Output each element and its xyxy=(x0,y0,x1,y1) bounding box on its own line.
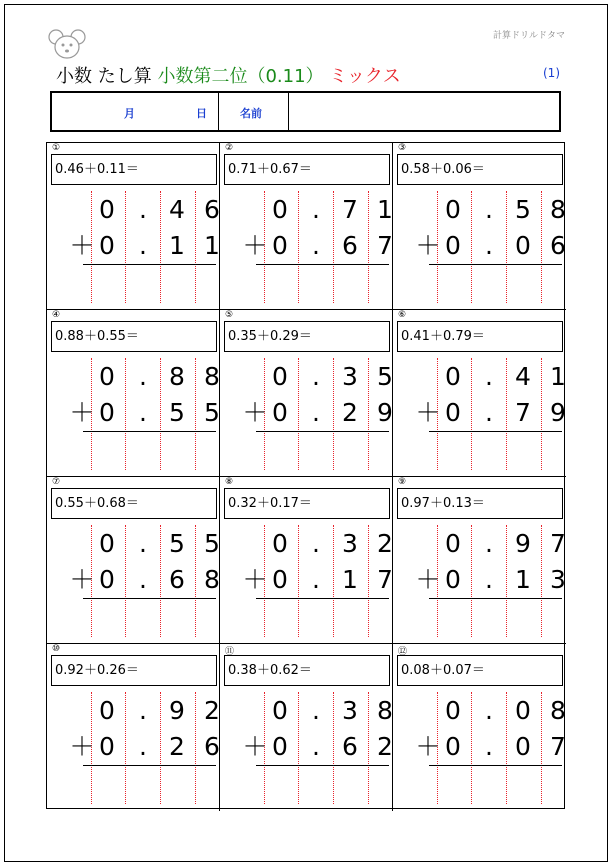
guide-line xyxy=(506,692,507,804)
digit: 5 xyxy=(169,529,185,558)
digit: ＋ xyxy=(415,398,441,427)
digit: 0 xyxy=(515,696,531,725)
equation-box: 0.92＋0.26＝ xyxy=(51,655,217,686)
problem-number: ⑤ xyxy=(225,310,234,320)
digit: . xyxy=(312,231,320,260)
problem-number: ⑨ xyxy=(398,477,407,487)
digit: 5 xyxy=(515,195,531,224)
problem-number: ④ xyxy=(52,310,61,320)
digit: 6 xyxy=(204,195,220,224)
guide-line xyxy=(195,525,196,637)
digit: 2 xyxy=(377,529,393,558)
sum-line xyxy=(256,765,389,766)
problem-number: ⑥ xyxy=(398,310,407,320)
digit: 7 xyxy=(377,565,393,594)
problem-cell xyxy=(47,477,220,644)
guide-line xyxy=(471,692,472,804)
problem-cell xyxy=(393,477,566,644)
problem-number: ① xyxy=(52,143,61,153)
name-label: 名前 xyxy=(240,107,262,120)
digit: ＋ xyxy=(415,231,441,260)
digit: . xyxy=(312,398,320,427)
info-box xyxy=(50,91,561,132)
problem-number: ⑩ xyxy=(52,644,61,654)
title-part-3: ミックス xyxy=(329,66,401,87)
digit: ＋ xyxy=(242,565,268,594)
guide-line xyxy=(298,525,299,637)
digit: 0 xyxy=(445,565,461,594)
digit: . xyxy=(485,696,493,725)
digit: . xyxy=(139,696,147,725)
digit: ＋ xyxy=(415,732,441,761)
problem-cell xyxy=(47,143,220,310)
digit: 0 xyxy=(99,195,115,224)
guide-line xyxy=(125,692,126,804)
digit: 5 xyxy=(204,529,220,558)
digit: ＋ xyxy=(242,398,268,427)
guide-line xyxy=(368,692,369,804)
digit: . xyxy=(312,732,320,761)
guide-line xyxy=(125,525,126,637)
digit: 3 xyxy=(342,362,358,391)
guide-line xyxy=(471,525,472,637)
guide-line xyxy=(125,191,126,303)
digit: 2 xyxy=(204,696,220,725)
digit: ＋ xyxy=(69,398,95,427)
guide-line xyxy=(195,692,196,804)
digit: 0 xyxy=(99,696,115,725)
month-label: 月 xyxy=(124,107,135,120)
digit: 5 xyxy=(377,362,393,391)
guide-line xyxy=(333,525,334,637)
problem-cell xyxy=(47,644,220,811)
digit: ＋ xyxy=(69,231,95,260)
digit: . xyxy=(139,231,147,260)
digit: 0 xyxy=(99,398,115,427)
problem-number: ⑪ xyxy=(225,647,235,657)
problem-number: ⑦ xyxy=(52,477,61,487)
guide-line xyxy=(368,191,369,303)
problem-cell xyxy=(220,143,393,310)
guide-line xyxy=(160,191,161,303)
sum-line xyxy=(83,598,216,599)
guide-line xyxy=(195,358,196,470)
equation-box: 0.88＋0.55＝ xyxy=(51,321,217,352)
problem-cell xyxy=(47,310,220,477)
digit: 1 xyxy=(515,565,531,594)
sum-line xyxy=(83,431,216,432)
digit: 9 xyxy=(377,398,393,427)
guide-line xyxy=(333,692,334,804)
guide-line xyxy=(506,191,507,303)
sum-line xyxy=(83,765,216,766)
digit: . xyxy=(485,732,493,761)
digit: 1 xyxy=(377,195,393,224)
guide-line xyxy=(333,191,334,303)
digit: 0 xyxy=(272,195,288,224)
digit: 2 xyxy=(169,732,185,761)
guide-line xyxy=(541,191,542,303)
equation-box: 0.38＋0.62＝ xyxy=(224,655,390,686)
guide-line xyxy=(541,358,542,470)
digit: . xyxy=(485,565,493,594)
equation-box: 0.41＋0.79＝ xyxy=(397,321,563,352)
equation-box: 0.58＋0.06＝ xyxy=(397,154,563,185)
title-part-1: 小数 たし算 xyxy=(56,66,152,87)
digit: 6 xyxy=(550,231,566,260)
digit: . xyxy=(485,195,493,224)
day-label: 日 xyxy=(196,107,207,120)
digit: 0 xyxy=(272,732,288,761)
digit: 9 xyxy=(515,529,531,558)
guide-line xyxy=(298,692,299,804)
problem-cell xyxy=(220,644,393,811)
problem-number: ⑫ xyxy=(398,647,408,657)
info-divider xyxy=(288,93,289,130)
digit: 0 xyxy=(445,231,461,260)
digit: 8 xyxy=(204,362,220,391)
guide-line xyxy=(160,525,161,637)
digit: 5 xyxy=(169,398,185,427)
sum-line xyxy=(429,264,562,265)
guide-line xyxy=(471,358,472,470)
problem-number: ② xyxy=(225,143,234,153)
guide-line xyxy=(368,358,369,470)
digit: 0 xyxy=(99,231,115,260)
digit: 7 xyxy=(550,732,566,761)
problem-cell xyxy=(393,310,566,477)
digit: . xyxy=(312,696,320,725)
digit: 0 xyxy=(515,732,531,761)
digit: 0 xyxy=(445,529,461,558)
digit: 7 xyxy=(342,195,358,224)
guide-line xyxy=(333,358,334,470)
digit: . xyxy=(485,362,493,391)
problem-cell xyxy=(220,477,393,644)
digit: 0 xyxy=(445,362,461,391)
digit: 9 xyxy=(169,696,185,725)
digit: 0 xyxy=(272,231,288,260)
digit: 9 xyxy=(550,398,566,427)
digit: 7 xyxy=(377,231,393,260)
digit: 8 xyxy=(204,565,220,594)
digit: 3 xyxy=(342,529,358,558)
problem-cell xyxy=(393,143,566,310)
sum-line xyxy=(429,598,562,599)
digit: . xyxy=(312,565,320,594)
page-title xyxy=(56,62,401,88)
digit: . xyxy=(312,195,320,224)
info-divider xyxy=(218,93,219,130)
problem-number: ③ xyxy=(398,143,407,153)
digit: 0 xyxy=(445,732,461,761)
guide-line xyxy=(125,358,126,470)
digit: ＋ xyxy=(69,732,95,761)
digit: 8 xyxy=(169,362,185,391)
digit: . xyxy=(485,231,493,260)
digit: 2 xyxy=(377,732,393,761)
digit: ＋ xyxy=(415,565,441,594)
digit: 7 xyxy=(550,529,566,558)
sum-line xyxy=(429,431,562,432)
digit: . xyxy=(312,529,320,558)
digit: 7 xyxy=(515,398,531,427)
problem-grid xyxy=(46,142,565,809)
digit: . xyxy=(485,529,493,558)
digit: 2 xyxy=(342,398,358,427)
equation-box: 0.35＋0.29＝ xyxy=(224,321,390,352)
equation-box: 0.08＋0.07＝ xyxy=(397,655,563,686)
digit: 3 xyxy=(550,565,566,594)
digit: . xyxy=(139,195,147,224)
digit: ＋ xyxy=(242,732,268,761)
sheet-number: (1) xyxy=(543,66,560,80)
digit: 6 xyxy=(342,732,358,761)
digit: . xyxy=(312,362,320,391)
equation-box: 0.97＋0.13＝ xyxy=(397,488,563,519)
digit: 4 xyxy=(169,195,185,224)
digit: . xyxy=(139,398,147,427)
sum-line xyxy=(256,264,389,265)
problem-cell xyxy=(220,310,393,477)
digit: 0 xyxy=(272,398,288,427)
digit: . xyxy=(139,362,147,391)
digit: 4 xyxy=(515,362,531,391)
guide-line xyxy=(506,525,507,637)
digit: 0 xyxy=(99,565,115,594)
digit: 8 xyxy=(550,195,566,224)
digit: ＋ xyxy=(242,231,268,260)
guide-line xyxy=(471,191,472,303)
problem-cell xyxy=(393,644,566,811)
guide-line xyxy=(506,358,507,470)
guide-line xyxy=(541,692,542,804)
sum-line xyxy=(256,598,389,599)
digit: 0 xyxy=(272,565,288,594)
digit: 3 xyxy=(342,696,358,725)
problem-number: ⑧ xyxy=(225,477,234,487)
digit: 1 xyxy=(204,231,220,260)
digit: 0 xyxy=(445,696,461,725)
digit: . xyxy=(139,565,147,594)
digit: 6 xyxy=(169,565,185,594)
digit: 1 xyxy=(169,231,185,260)
sum-line xyxy=(83,264,216,265)
guide-line xyxy=(195,191,196,303)
digit: 0 xyxy=(272,362,288,391)
digit: 0 xyxy=(99,732,115,761)
digit: 8 xyxy=(377,696,393,725)
sum-line xyxy=(429,765,562,766)
digit: 0 xyxy=(272,696,288,725)
guide-line xyxy=(298,191,299,303)
guide-line xyxy=(160,358,161,470)
digit: 0 xyxy=(445,195,461,224)
mouse-logo-icon xyxy=(47,28,87,60)
guide-line xyxy=(298,358,299,470)
digit: 0 xyxy=(272,529,288,558)
digit: 5 xyxy=(204,398,220,427)
equation-box: 0.71＋0.67＝ xyxy=(224,154,390,185)
digit: 0 xyxy=(99,529,115,558)
digit: 8 xyxy=(550,696,566,725)
digit: 6 xyxy=(342,231,358,260)
equation-box: 0.55＋0.68＝ xyxy=(51,488,217,519)
brand-label: 計算ドリルドタマ xyxy=(492,31,565,41)
digit: ＋ xyxy=(69,565,95,594)
digit: 1 xyxy=(550,362,566,391)
digit: . xyxy=(139,732,147,761)
guide-line xyxy=(541,525,542,637)
digit: 0 xyxy=(515,231,531,260)
digit: 0 xyxy=(445,398,461,427)
equation-box: 0.32＋0.17＝ xyxy=(224,488,390,519)
digit: 0 xyxy=(99,362,115,391)
digit: . xyxy=(139,529,147,558)
digit: . xyxy=(485,398,493,427)
digit: 1 xyxy=(342,565,358,594)
guide-line xyxy=(160,692,161,804)
sum-line xyxy=(256,431,389,432)
equation-box: 0.46＋0.11＝ xyxy=(51,154,217,185)
guide-line xyxy=(368,525,369,637)
digit: 6 xyxy=(204,732,220,761)
title-part-2: 小数第二位（0.11） xyxy=(157,66,324,87)
